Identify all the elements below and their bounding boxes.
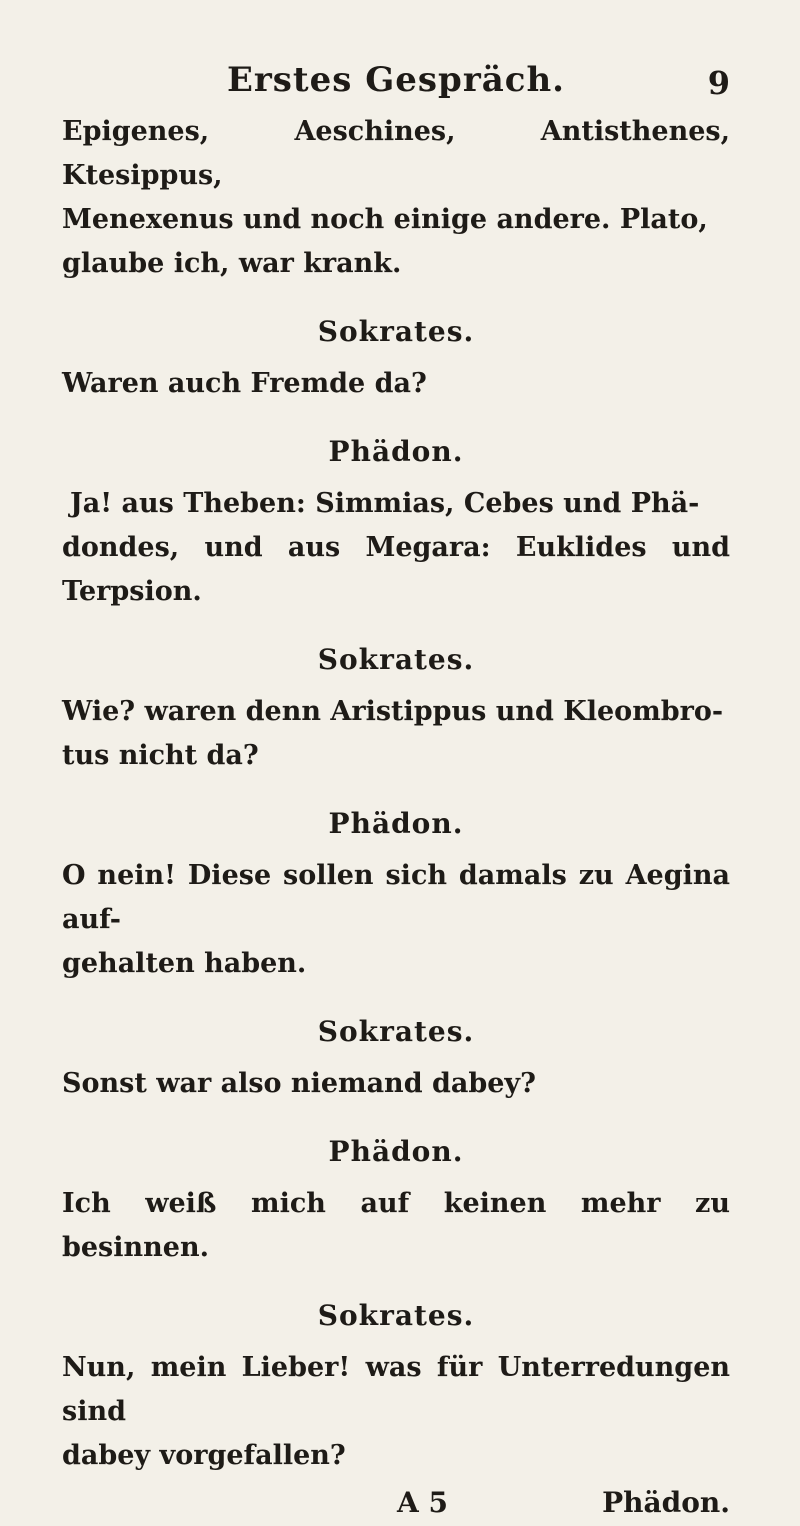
signature-mark: A 5 <box>397 1486 448 1519</box>
speaker-name: Phädon. <box>328 1135 464 1168</box>
dialogue-block-0 <box>62 110 730 286</box>
dialogue-line: Sonst war also niemand dabey? <box>62 1068 536 1099</box>
speaker-name: Sokrates. <box>317 643 475 676</box>
dialogue-line: O nein! Diese sollen sich damals zu Aegina auf- <box>62 860 730 935</box>
dialogue-line: Ich weiß mich auf keinen mehr zu besinnen. <box>62 1188 730 1263</box>
speaker-name: Phädon. <box>328 435 464 468</box>
dialogue-line: Ja! aus Theben: Simmias, Cebes und Phä- <box>70 488 700 519</box>
dialogue-line: Nun, mein Lieber! was für Unterredungen sind <box>62 1352 730 1427</box>
running-title: Erstes Gespräch. <box>226 60 566 100</box>
dialogue-line: dondes, und aus Megara: Euklides und Terpsion. <box>62 532 730 607</box>
dialogue-line: tus nicht da? <box>62 740 259 771</box>
dialogue-block-7 <box>62 1296 730 1478</box>
dialogue-line: Menexenus und noch einige andere. Plato, <box>62 204 708 235</box>
dialogue-block-4 <box>62 804 730 986</box>
speaker-name: Sokrates. <box>317 1015 475 1048</box>
dialogue-block-3 <box>62 640 730 778</box>
dialogue-line: dabey vorgefallen? <box>62 1440 346 1471</box>
dialogue-line: Epigenes, Aeschines, Antisthenes, Ktesippus, <box>62 116 730 191</box>
speaker-name: Phädon. <box>328 807 464 840</box>
dialogue-block-6 <box>62 1132 730 1270</box>
running-head <box>62 60 730 110</box>
catchword: Phädon. <box>602 1486 730 1519</box>
page-number: 9 <box>707 64 730 102</box>
dialogue-block-2 <box>62 432 730 614</box>
dialogue-line: glaube ich, war krank. <box>62 248 402 279</box>
dialogue-line: gehalten haben. <box>62 948 307 979</box>
speaker-name: Sokrates. <box>317 1299 475 1332</box>
speaker-name: Sokrates. <box>317 315 475 348</box>
dialogue-line: Wie? waren denn Aristippus und Kleombro- <box>62 696 724 727</box>
dialogue-block-1 <box>62 312 730 406</box>
dialogue-line: Waren auch Fremde da? <box>62 368 427 399</box>
dialogue-block-5 <box>62 1012 730 1106</box>
page-footer <box>62 1486 730 1526</box>
